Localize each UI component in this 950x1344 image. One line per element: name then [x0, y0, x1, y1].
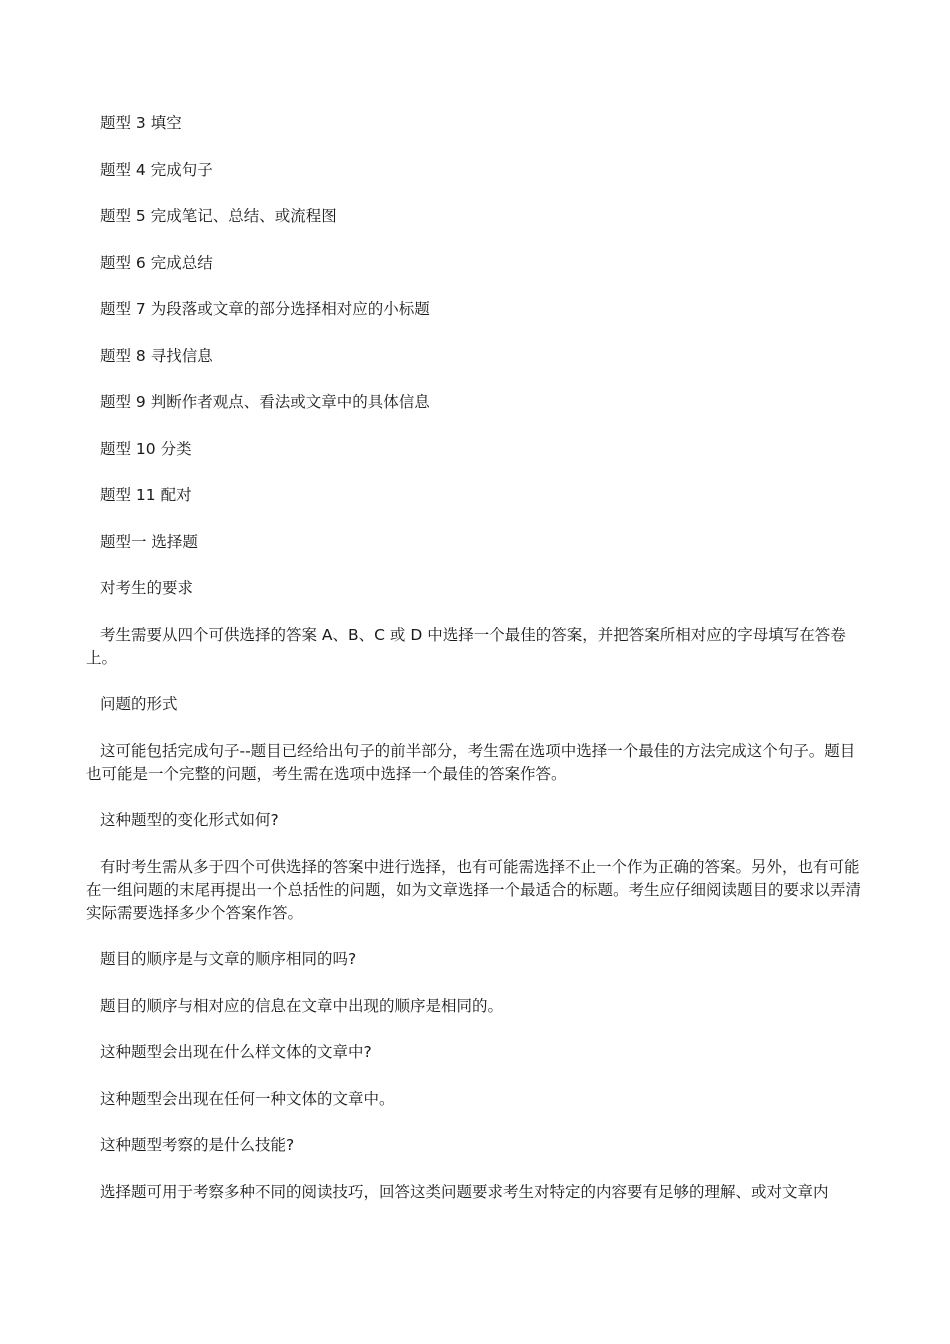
subheading-order: 题目的顺序是与文章的顺序相同的吗?: [100, 950, 357, 968]
paragraph-requirements: 考生需要从四个可供选择的答案 A、B、C 或 D 中选择一个最佳的答案，并把答案所相对应的字母填写在答卷上。: [86, 625, 846, 667]
document-body: [86, 112, 864, 1227]
paragraph-type-3: 题型 3 填空: [100, 114, 182, 132]
subheading-question-form: 问题的形式: [100, 695, 178, 713]
paragraph-text-types: 这种题型会出现在任何一种文体的文章中。: [100, 1089, 395, 1108]
paragraph-question-form: 这可能包括完成句子--题目已经给出句子的前半部分，考生需在选项中选择一个最佳的方法完成这个句子。题目也可能是一个完整的问题，考生需在选项中选择一个最佳的答案作答。: [86, 741, 856, 783]
paragraph-type-7: 题型 7 为段落或文章的部分选择相对应的小标题: [100, 300, 430, 318]
paragraph-type-11: 题型 11 配对: [100, 486, 192, 504]
subheading-variations: 这种题型的变化形式如何?: [100, 811, 279, 829]
paragraph-skills: 选择题可用于考察多种不同的阅读技巧，回答这类问题要求考生对特定的内容要有足够的理解、或对文章内: [100, 1182, 829, 1201]
paragraph-type-10: 题型 10 分类: [100, 439, 192, 458]
section-heading-type-1: 题型一 选择题: [100, 532, 198, 551]
subheading-text-types: 这种题型会出现在什么样文体的文章中?: [100, 1043, 372, 1061]
paragraph-type-9: 题型 9 判断作者观点、看法或文章中的具体信息: [100, 393, 430, 411]
subheading-skills: 这种题型考察的是什么技能?: [100, 1136, 295, 1154]
paragraph-type-4: 题型 4 完成句子: [100, 160, 213, 179]
paragraph-order: 题目的顺序与相对应的信息在文章中出现的顺序是相同的。: [100, 996, 504, 1015]
paragraph-type-5: 题型 5 完成笔记、总结、或流程图: [100, 207, 337, 225]
paragraph-variations: 有时考生需从多于四个可供选择的答案中进行选择，也有可能需选择不止一个作为正确的答案。另外，也有可能在一组问题的末尾再提出一个总括性的问题，如为文章选择一个最适合的标题。考生应仔细阅读题目的要求以弄清实际需要选择多少个答案作答。: [86, 857, 862, 922]
subheading-requirements: 对考生的要求: [100, 579, 194, 597]
paragraph-type-8: 题型 8 寻找信息: [100, 346, 213, 365]
paragraph-type-6: 题型 6 完成总结: [100, 253, 213, 272]
